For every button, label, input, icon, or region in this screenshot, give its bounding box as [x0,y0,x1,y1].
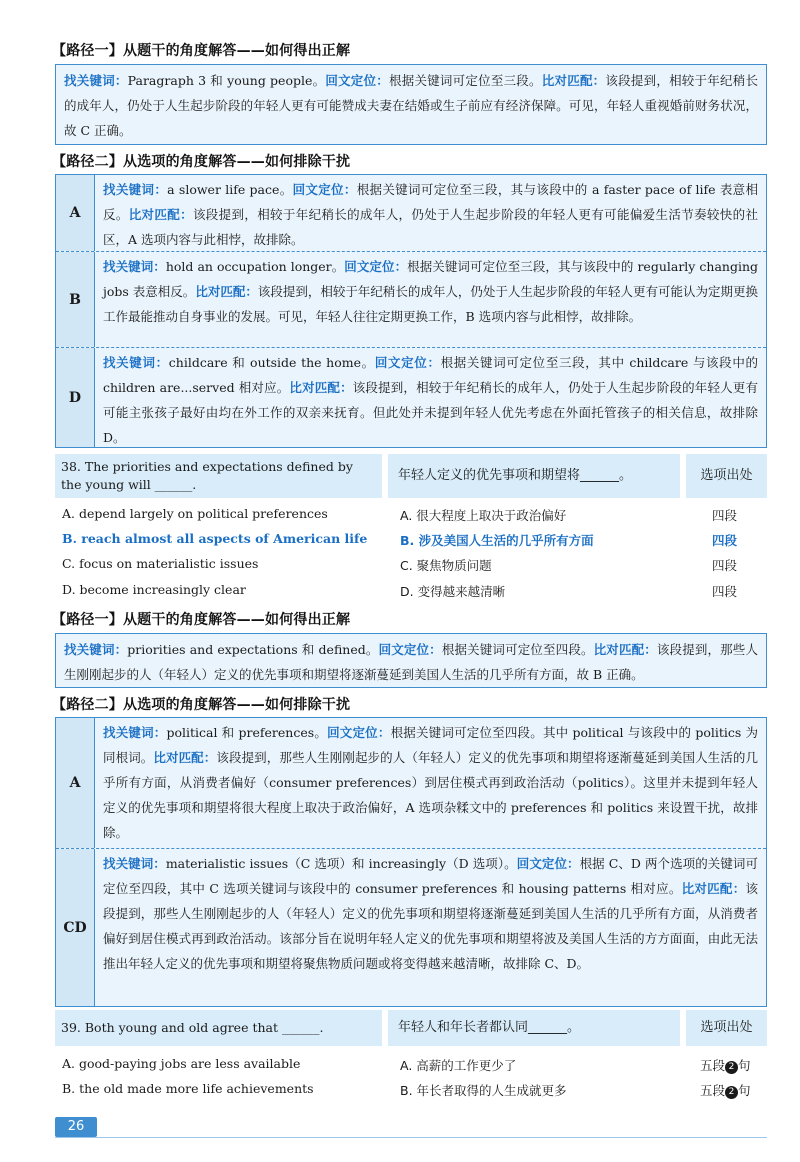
locate-text: 根据关键词可定位至三段，其与该段中的 regularly changing jobs 表意相反。 [103,259,759,299]
question-38-stem-en: 38. The priorities and expectations defined by the young will ______. [55,454,382,498]
locate-label: 回文定位： [378,642,442,657]
section-heading-path2-q38: 【路径二】从选项的角度解答——如何排除干扰 [52,697,351,713]
match-label: 比对匹配： [681,881,746,896]
page-number: 26 [55,1117,97,1137]
q38-option-c-source: 四段 [712,558,738,573]
elimination-text [95,175,766,251]
locate-label: 回文定位： [344,259,408,274]
match-text: 该段提到，相较于年纪稍长的成年人，仍处于人生起步阶段的年轻人更有可能主张孩子最好由均在外工作的双亲来抚育。但此处并未提到年轻人优先考虑在外面托管孩子的相关信息，故排除 D。 [103,380,758,445]
q38-option-d-cn: D. 变得越来越清晰 [400,584,506,599]
match-text: 该段提到，相较于年纪稍长的成年人，仍处于人生起步阶段的年轻人更有可能认为定期更换工作最能推动自身事业的发展。可见，年轻人往往定期更换工作，B 选项内容与此相悖，故排除。 [103,284,758,324]
elimination-table-q37 [55,174,767,448]
question-39-source-header: 选项出处 [686,1010,767,1046]
elimination-row [56,252,766,348]
q39-option-a-en: A. good-paying jobs are less available [62,1056,301,1071]
match-label: 比对匹配： [289,380,353,395]
match-text: 该段提到，相较于年纪稍长的成年人，仍处于人生起步阶段的年轻人更有可能赞成夫妻在结婚或生子前应有经济保障。可见，年轻人重视婚前财务状况，故 C 正确。 [64,73,758,138]
keyword-text: childcare 和 outside the home。 [168,355,375,370]
q39-option-a-source [700,1056,751,1074]
keyword-text: priorities and expectations 和 defined。 [127,642,379,657]
footer-divider [55,1137,767,1138]
option-letter: CD [56,849,95,1006]
keyword-label: 找关键词： [103,259,166,274]
q38-option-a-en: A. depend largely on political preferences [62,506,328,521]
source-paragraph: 五段 [700,1058,726,1073]
q38-option-b-source: 四段 [712,533,738,548]
q39-option-b-en: B. the old made more life achievements [62,1081,314,1096]
q39-option-b-cn: B. 年长者取得的人生成就更多 [400,1083,567,1098]
elimination-text [95,849,766,1006]
keyword-label: 找关键词： [64,642,128,657]
sentence-suffix: 句 [738,1083,751,1098]
match-text: 该段提到，那些人生刚刚起步的人（年轻人）定义的优先事项和期望将逐渐蔓延到美国人生活的几乎所有方面，从消费者偏好（consumer preferences）到居住模式再到政治活动（politics）。这里并未提到年轻人定义的优先事项和期望将很大程度上取决于政治偏好，A 选项杂糅文中的 preferences 和 politics 来设置干扰，故排除。 [103,750,758,840]
match-label: 比对匹配： [195,284,258,299]
keyword-label: 找关键词： [103,725,167,740]
elimination-row [56,849,766,1006]
locate-text: 根据关键词可定位至三段，其中 childcare 与该段中的 children are...served 相对应。 [103,355,758,395]
sentence-suffix: 句 [738,1058,751,1073]
locate-label: 回文定位： [516,856,580,871]
q38-option-d-source: 四段 [712,584,738,599]
elimination-table-q38 [55,717,767,1007]
locate-label: 回文定位： [327,725,391,740]
match-label: 比对匹配： [541,73,606,88]
option-letter: A [56,175,95,251]
match-label: 比对匹配： [128,207,193,222]
q38-option-a-source: 四段 [712,508,738,523]
q38-option-c-cn: C. 聚焦物质问题 [400,558,492,573]
answer-box-path1 [55,64,767,145]
match-label: 比对匹配： [153,750,217,765]
elimination-row [56,348,766,447]
q38-option-a-cn: A. 很大程度上取决于政治偏好 [400,508,567,523]
option-letter: A [56,718,95,848]
keyword-label: 找关键词： [103,182,168,197]
keyword-text: political 和 preferences。 [166,725,328,740]
keyword-label: 找关键词： [64,73,128,88]
locate-label: 回文定位： [325,73,389,88]
question-38-stem-cn: 年轻人定义的优先事项和期望将______。 [388,454,680,498]
question-38-source-header: 选项出处 [686,454,767,498]
locate-label: 回文定位： [292,182,357,197]
option-letter: B [56,252,95,347]
locate-label: 回文定位： [374,355,441,370]
source-paragraph: 五段 [700,1083,726,1098]
section-heading-path1-q38: 【路径一】从题干的角度解答——如何得出正解 [52,612,351,628]
q39-option-a-cn: A. 高薪的工作更少了 [400,1058,517,1073]
match-label: 比对匹配： [593,642,657,657]
locate-text: 根据关键词可定位至四段。 [441,642,594,657]
locate-text: 根据关键词可定位至三段，其与该段中的 a faster pace of life 表意相反。 [103,182,758,222]
elimination-row [56,175,766,252]
keyword-text: materialistic issues（C 选项）和 increasingly（D 选项）。 [165,856,517,871]
elimination-text [95,252,766,347]
locate-text: 根据 C、D 两个选项的关键词可定位至四段，其中 C 选项关键词与该段中的 consumer preferences 和 housing patterns 相对应。 [103,856,758,896]
match-text: 该段提到，相较于年纪稍长的成年人，仍处于人生起步阶段的年轻人更有可能偏爱生活节奏较快的社区，A 选项内容与此相悖，故排除。 [103,207,758,247]
q38-option-b-en-correct: B. reach almost all aspects of American life [62,531,368,546]
question-39-stem-en: 39. Both young and old agree that ______. [55,1010,382,1046]
keyword-text: Paragraph 3 和 young people。 [127,73,326,88]
q38-option-b-cn-correct: B. 涉及美国人生活的几乎所有方面 [400,533,594,548]
elimination-row [56,718,766,849]
match-text: 该段提到，那些人生刚刚起步的人（年轻人）定义的优先事项和期望将逐渐蔓延到美国人生活的几乎所有方面，从消费者偏好到居住模式再到政治活动。该部分旨在说明年轻人定义的优先事项和期望将波及美国人生活的方方面面，由此无法推出年轻人定义的优先事项和期望将聚焦物质问题或将变得越来越清晰，故排除 C、D。 [103,881,758,971]
section-heading-path1: 【路径一】从题干的角度解答——如何得出正解 [52,43,351,59]
match-text: 该段提到，那些人生刚刚起步的人（年轻人）定义的优先事项和期望将逐渐蔓延到美国人生活的几乎所有方面，故 B 正确。 [64,642,758,682]
locate-text: 根据关键词可定位至三段。 [389,73,542,88]
question-39-stem-cn: 年轻人和年长者都认同______。 [388,1010,680,1046]
sentence-number-badge: 2 [725,1086,738,1099]
sentence-number-badge: 2 [725,1061,738,1074]
keyword-text: hold an occupation longer。 [165,259,345,274]
keyword-label: 找关键词： [103,355,169,370]
q39-option-b-source [700,1081,751,1099]
answer-box-path1-q38 [55,633,767,688]
section-heading-path2: 【路径二】从选项的角度解答——如何排除干扰 [52,154,351,170]
elimination-text [95,348,766,447]
keyword-label: 找关键词： [103,856,166,871]
option-letter: D [56,348,95,447]
elimination-text [95,718,766,848]
q38-option-d-en: D. become increasingly clear [62,582,246,597]
keyword-text: a slower life pace。 [167,182,293,197]
q38-option-c-en: C. focus on materialistic issues [62,556,259,571]
locate-text: 根据关键词可定位至四段。其中 political 与该段中的 politics 为同根词。 [103,725,758,765]
